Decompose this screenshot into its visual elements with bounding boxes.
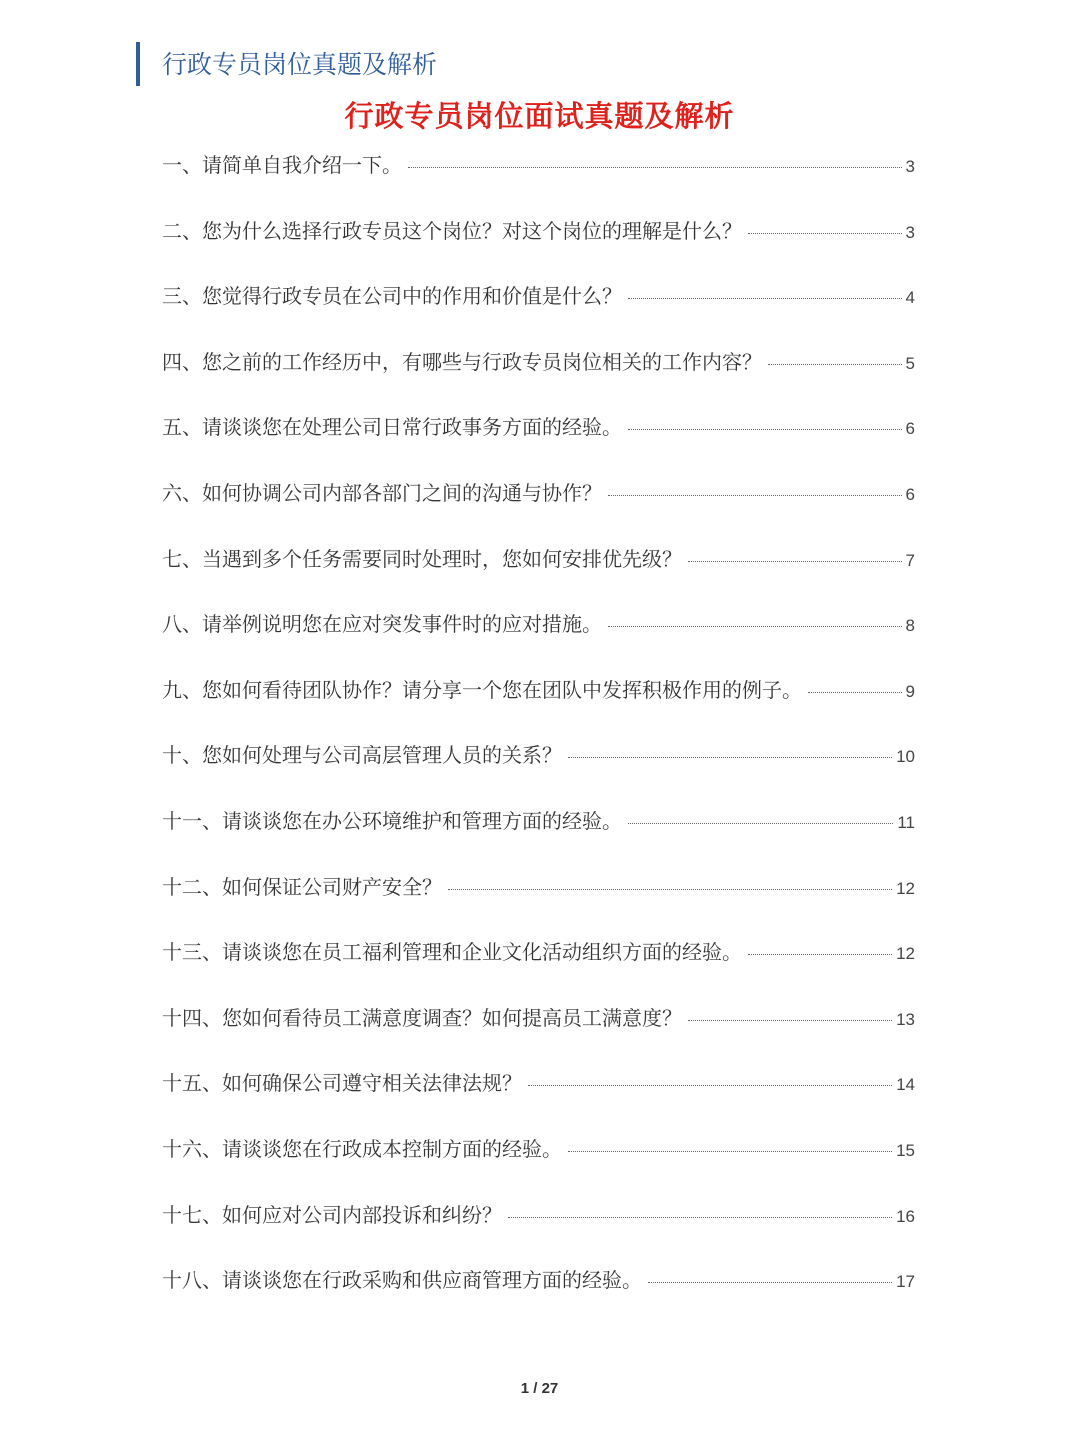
toc-dot-leader	[748, 953, 892, 955]
toc-entry[interactable]	[162, 1261, 915, 1327]
toc-entry-page-number[interactable]: 12	[896, 878, 915, 898]
toc-entry-title[interactable]: 十五、如何确保公司遵守相关法律法规？	[162, 1071, 522, 1096]
toc-entry[interactable]	[162, 146, 915, 212]
toc-entry[interactable]	[162, 868, 915, 934]
toc-entry[interactable]	[162, 999, 915, 1065]
toc-dot-leader	[768, 363, 902, 365]
toc-entry-title[interactable]: 十一、请谈谈您在办公环境维护和管理方面的经验。	[162, 808, 622, 833]
toc-entry-page-number[interactable]: 11	[897, 812, 915, 832]
header-accent-bar	[136, 42, 140, 86]
toc-dot-leader	[628, 297, 902, 299]
toc-entry-page-number[interactable]: 10	[896, 747, 915, 767]
toc-dot-leader	[628, 428, 902, 430]
toc-entry[interactable]	[162, 671, 915, 737]
toc-dot-leader	[648, 1281, 892, 1283]
toc-dot-leader	[408, 166, 902, 168]
toc-entry[interactable]	[162, 212, 915, 278]
toc-entry-page-number[interactable]: 8	[905, 616, 915, 636]
toc-entry[interactable]	[162, 1196, 915, 1262]
toc-dot-leader	[688, 560, 902, 562]
toc-entry-page-number[interactable]: 9	[905, 681, 915, 701]
toc-dot-leader	[608, 625, 902, 627]
toc-entry-title[interactable]: 八、请举例说明您在应对突发事件时的应对措施。	[162, 612, 602, 637]
toc-entry[interactable]	[162, 474, 915, 540]
toc-entry-page-number[interactable]: 6	[905, 484, 915, 504]
toc-entry-title[interactable]: 十、您如何处理与公司高层管理人员的关系？	[162, 743, 562, 768]
toc-dot-leader	[688, 1019, 892, 1021]
toc-entry-page-number[interactable]: 15	[896, 1140, 915, 1160]
toc-entry-page-number[interactable]: 16	[896, 1206, 915, 1226]
toc-entry-title[interactable]: 九、您如何看待团队协作？请分享一个您在团队中发挥积极作用的例子。	[162, 677, 802, 702]
toc-entry-title[interactable]: 六、如何协调公司内部各部门之间的沟通与协作？	[162, 480, 602, 505]
toc-entry-page-number[interactable]: 3	[905, 157, 915, 176]
toc-entry-page-number[interactable]: 14	[896, 1075, 915, 1095]
toc-entry[interactable]	[162, 933, 915, 999]
toc-entry-page-number[interactable]: 17	[896, 1272, 915, 1292]
toc-entry[interactable]	[162, 1130, 915, 1196]
toc-entry[interactable]	[162, 802, 915, 868]
toc-entry-title[interactable]: 二、您为什么选择行政专员这个岗位？对这个岗位的理解是什么？	[162, 218, 742, 243]
toc-entry-page-number[interactable]: 12	[896, 944, 915, 964]
toc-entry-page-number[interactable]: 3	[905, 222, 915, 242]
toc-entry[interactable]	[162, 540, 915, 606]
toc-entry-title[interactable]: 五、请谈谈您在处理公司日常行政事务方面的经验。	[162, 415, 622, 440]
toc-entry-page-number[interactable]: 7	[905, 550, 915, 570]
toc-entry-page-number[interactable]: 13	[896, 1009, 915, 1029]
toc-dot-leader	[448, 888, 892, 890]
toc-entry-title[interactable]: 四、您之前的工作经历中，有哪些与行政专员岗位相关的工作内容？	[162, 349, 762, 374]
toc-dot-leader	[528, 1084, 892, 1086]
toc-dot-leader	[808, 691, 902, 693]
toc-dot-leader	[608, 494, 902, 496]
page-indicator: 1 / 27	[520, 1380, 559, 1397]
toc-dot-leader	[628, 822, 893, 824]
toc-entry-page-number[interactable]: 6	[905, 419, 915, 439]
toc-dot-leader	[508, 1216, 892, 1218]
toc-dot-leader	[568, 756, 892, 758]
toc-entry-title[interactable]: 十六、请谈谈您在行政成本控制方面的经验。	[162, 1136, 562, 1161]
toc-entry-title[interactable]: 十四、您如何看待员工满意度调查？如何提高员工满意度？	[162, 1005, 682, 1030]
toc-entry[interactable]	[162, 1064, 915, 1130]
toc-dot-leader	[568, 1150, 892, 1152]
toc-entry-title[interactable]: 十三、请谈谈您在员工福利管理和企业文化活动组织方面的经验。	[162, 940, 742, 965]
toc-entry[interactable]	[162, 605, 915, 671]
header-title: 行政专员岗位真题及解析	[162, 50, 438, 79]
toc-entry-title[interactable]: 十二、如何保证公司财产安全？	[162, 874, 442, 899]
toc-entry[interactable]	[162, 736, 915, 802]
toc-entry-title[interactable]: 十七、如何应对公司内部投诉和纠纷？	[162, 1202, 502, 1227]
toc-entry[interactable]	[162, 277, 915, 343]
table-of-contents	[162, 146, 915, 1327]
toc-entry-title[interactable]: 十八、请谈谈您在行政采购和供应商管理方面的经验。	[162, 1268, 642, 1293]
toc-entry-title[interactable]: 一、请简单自我介绍一下。	[162, 153, 402, 177]
toc-entry[interactable]	[162, 343, 915, 409]
toc-entry-title[interactable]: 三、您觉得行政专员在公司中的作用和价值是什么？	[162, 284, 622, 309]
toc-entry-page-number[interactable]: 4	[905, 288, 915, 308]
toc-dot-leader	[748, 232, 902, 234]
toc-entry-title[interactable]: 七、当遇到多个任务需要同时处理时，您如何安排优先级？	[162, 546, 682, 571]
toc-entry[interactable]	[162, 408, 915, 474]
toc-entry-page-number[interactable]: 5	[905, 353, 915, 373]
document-title: 行政专员岗位面试真题及解析	[344, 99, 735, 133]
